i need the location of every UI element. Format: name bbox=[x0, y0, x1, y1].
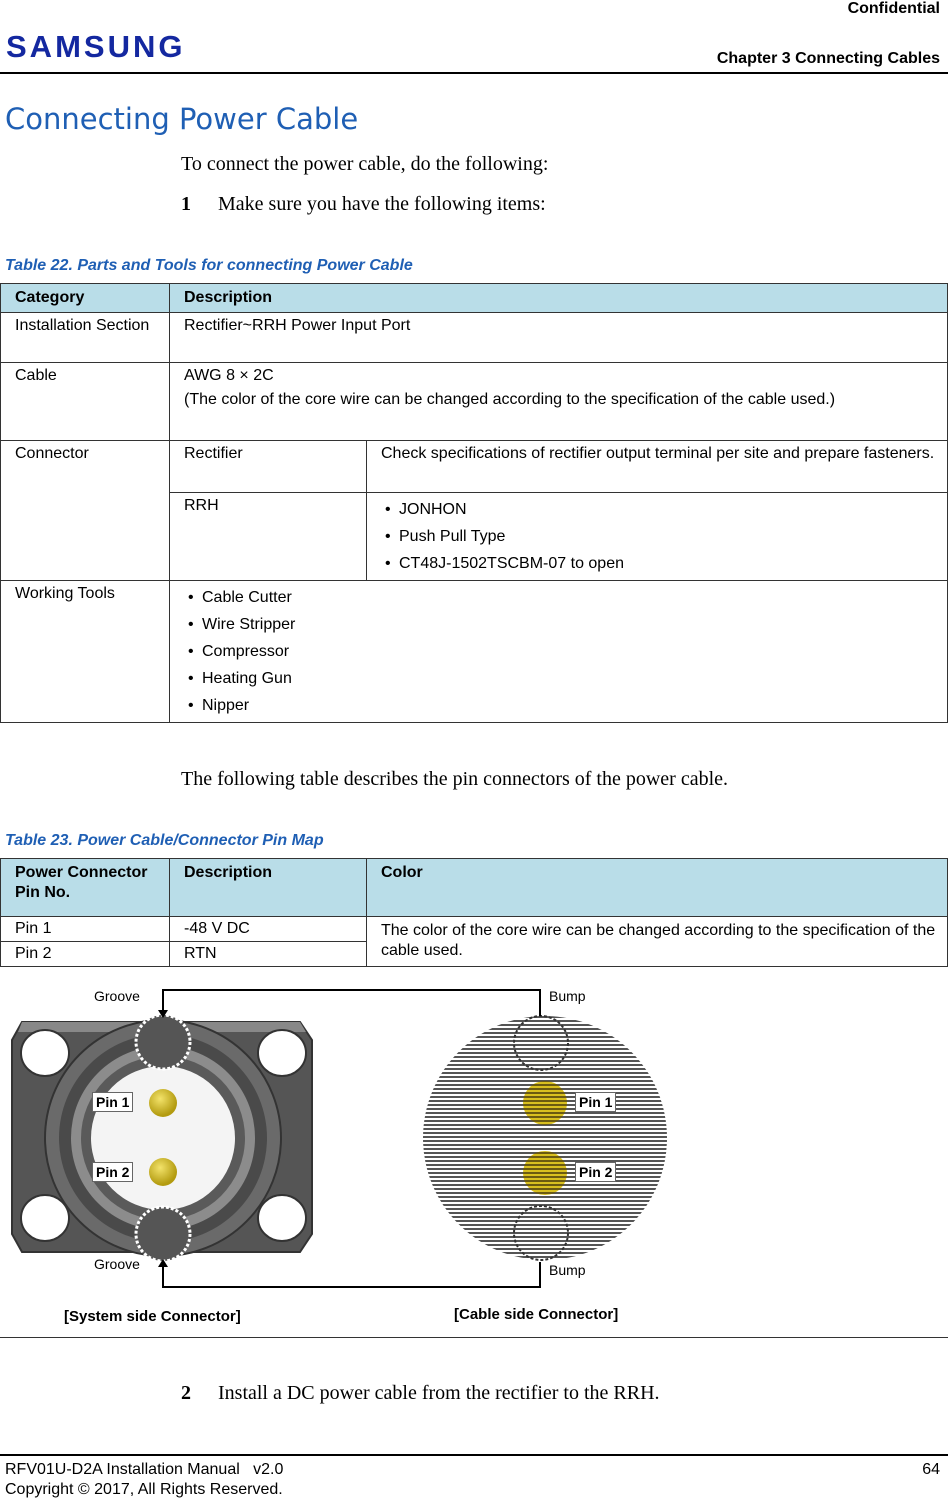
table23-header-color: Color bbox=[367, 859, 948, 917]
confidential-label: Confidential bbox=[847, 0, 940, 17]
system-pin2-label: Pin 2 bbox=[92, 1162, 133, 1182]
header-divider bbox=[0, 72, 948, 74]
bump-top-label: Bump bbox=[549, 988, 586, 1004]
system-pin1-label: Pin 1 bbox=[92, 1092, 133, 1112]
chapter-title: Chapter 3 Connecting Cables bbox=[716, 50, 940, 67]
list-item: • Nipper bbox=[202, 692, 941, 719]
table22-cell-rectifier-desc: Check specifications of rectifier output terminal per site and prepare fasteners. bbox=[367, 441, 948, 493]
table23 bbox=[0, 858, 948, 967]
table22-cell-installation bbox=[1, 313, 170, 363]
table23-cell-pin2-desc: RTN bbox=[170, 942, 367, 967]
section-title: Connecting Power Cable bbox=[5, 102, 359, 136]
cable-pin1 bbox=[523, 1081, 567, 1125]
system-pin2 bbox=[149, 1158, 177, 1186]
bump-bottom-label: Bump bbox=[549, 1262, 586, 1278]
intro-text: To connect the power cable, do the following: bbox=[181, 153, 549, 175]
groove-bottom-marker bbox=[136, 1207, 190, 1261]
table22-cell-rrh-desc bbox=[367, 493, 948, 581]
system-side-connector bbox=[12, 1015, 312, 1261]
footer-manual: RFV01U-D2A Installation Manual v2.0 bbox=[5, 1461, 284, 1478]
cable-line2: (The color of the core wire can be changed according to the specification of the cable used.) bbox=[184, 391, 836, 408]
bump-bottom-marker bbox=[514, 1206, 568, 1260]
groove-top-marker bbox=[136, 1015, 190, 1069]
table22 bbox=[0, 283, 948, 723]
table22-cell-tools: Working Tools bbox=[1, 581, 170, 723]
step2-number: 2 bbox=[181, 1382, 191, 1404]
groove-bottom-label: Groove bbox=[94, 1256, 140, 1272]
cable-side-connector bbox=[423, 1016, 667, 1260]
cable-pin2-label: Pin 2 bbox=[575, 1162, 616, 1182]
table22-caption: Table 22. Parts and Tools for connecting Power Cable bbox=[5, 257, 413, 274]
table22-cell-tools-list bbox=[170, 581, 948, 723]
cable-pin2 bbox=[523, 1151, 567, 1195]
table22-cell-rrh: RRH bbox=[170, 493, 367, 581]
table22-header-description: Description bbox=[170, 284, 948, 313]
table23-caption: Table 23. Power Cable/Connector Pin Map bbox=[5, 832, 324, 849]
list-item: • CT48J-1502TSCBM-07 to open bbox=[399, 550, 941, 577]
footer-divider bbox=[0, 1454, 948, 1456]
samsung-logo: SAMSUNG bbox=[6, 29, 186, 64]
table23-cell-pin2: Pin 2 bbox=[1, 942, 170, 967]
list-item: • Heating Gun bbox=[202, 665, 941, 692]
footer-copyright: Copyright © 2017, All Rights Reserved. bbox=[5, 1481, 283, 1498]
groove-top-label: Groove bbox=[94, 988, 140, 1004]
list-item: • Push Pull Type bbox=[399, 523, 941, 550]
cable-pin1-label: Pin 1 bbox=[575, 1092, 616, 1112]
connector-diagram bbox=[0, 980, 948, 1338]
cell-text: Installation Section bbox=[15, 317, 150, 334]
table22-cell-cable: Cable bbox=[1, 363, 170, 441]
table23-cell-color: The color of the core wire can be changed according to the specification of the cable used. bbox=[367, 917, 948, 967]
bump-top-marker bbox=[514, 1016, 568, 1070]
table22-cell-connector: Connector bbox=[1, 441, 170, 581]
list-item: • JONHON bbox=[399, 496, 941, 523]
step1-text: Make sure you have the following items: bbox=[218, 193, 546, 215]
table23-header-pin: Power Connector Pin No. bbox=[1, 859, 170, 917]
list-item: • Wire Stripper bbox=[202, 611, 941, 638]
table23-cell-pin1-desc: -48 V DC bbox=[170, 917, 367, 942]
list-item: • Compressor bbox=[202, 638, 941, 665]
table23-header-description: Description bbox=[170, 859, 367, 917]
cable-side-caption: [Cable side Connector] bbox=[454, 1306, 619, 1323]
system-pin1 bbox=[149, 1089, 177, 1117]
table22-cell-cable-desc bbox=[170, 363, 948, 441]
table22-header-category: Category bbox=[1, 284, 170, 313]
list-item: • Cable Cutter bbox=[202, 584, 941, 611]
cable-line1: AWG 8 × 2C bbox=[184, 367, 274, 384]
step1-number: 1 bbox=[181, 193, 191, 215]
table22-cell-installation-desc: Rectifier~RRH Power Input Port bbox=[170, 313, 948, 363]
connector-figure bbox=[0, 980, 948, 1338]
pin-table-intro: The following table describes the pin connectors of the power cable. bbox=[181, 768, 729, 790]
figure-bottom-border bbox=[0, 1337, 948, 1338]
step2-text: Install a DC power cable from the rectifier to the RRH. bbox=[218, 1382, 660, 1404]
table22-cell-rectifier: Rectifier bbox=[170, 441, 367, 493]
system-side-caption: [System side Connector] bbox=[64, 1308, 241, 1325]
table23-cell-pin1: Pin 1 bbox=[1, 917, 170, 942]
footer-page-number: 64 bbox=[922, 1461, 940, 1478]
